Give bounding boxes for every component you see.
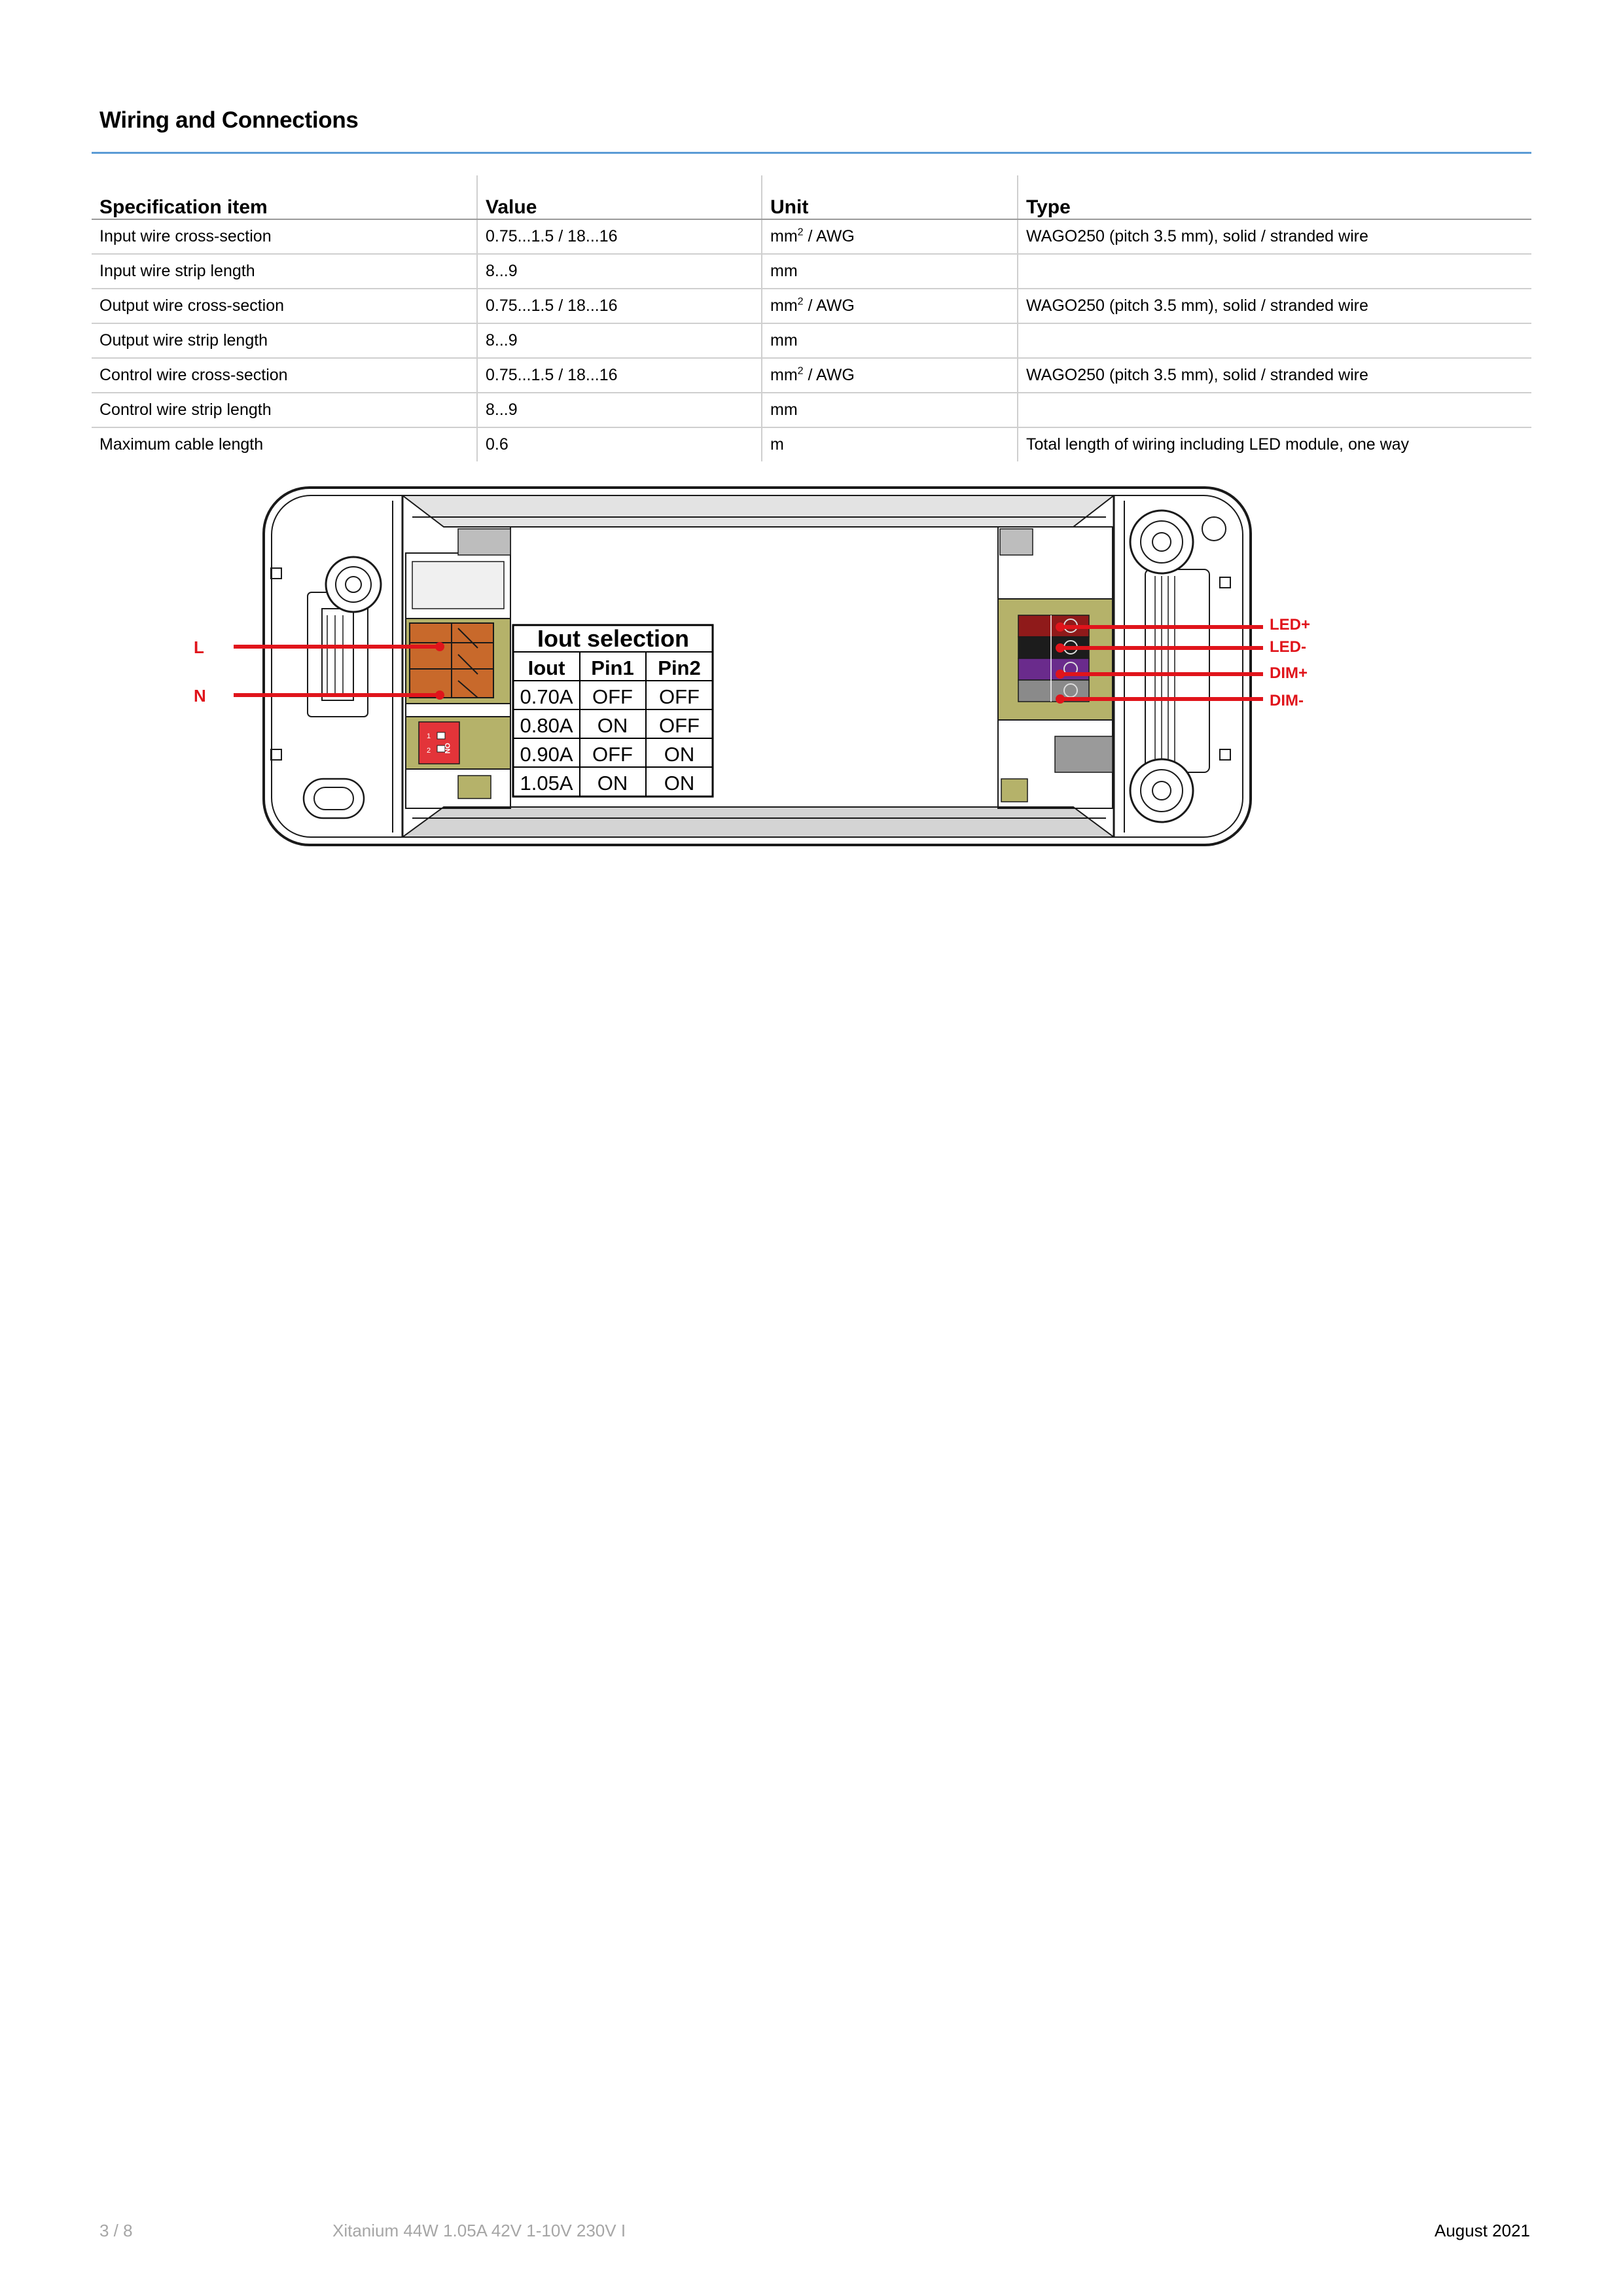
iout-selection-table (513, 625, 713, 797)
dip-switch-pin2-label: 2 (427, 747, 431, 755)
pin2-state: ON (664, 743, 695, 766)
pin2-state: ON (664, 772, 695, 795)
section-title: Wiring and Connections (99, 107, 359, 133)
output-label-dim-minus: DIM- (1270, 692, 1304, 709)
iout-value: 0.90A (520, 743, 573, 766)
page-number: 3 / 8 (99, 2221, 133, 2240)
column-header-unit: Unit (762, 175, 1018, 219)
pin2-state: OFF (659, 714, 700, 737)
input-label-n: N (194, 686, 206, 706)
type-cell: WAGO250 (pitch 3.5 mm), solid / stranded wire (1018, 289, 1531, 323)
driver-wiring-diagram (0, 0, 1623, 870)
value-cell: 8...9 (477, 254, 762, 289)
value-cell: 0.75...1.5 / 18...16 (477, 289, 762, 323)
unit-superscript: 2 (797, 226, 804, 238)
value-cell: 0.6 (477, 427, 762, 461)
dip-switch-pin1-label: 1 (427, 732, 431, 740)
column-header-value: Value (477, 175, 762, 219)
product-name: Xitanium 44W 1.05A 42V 1-10V 230V I (332, 2221, 626, 2240)
pin2-column-header: Pin2 (658, 656, 701, 679)
spec-item-cell: Maximum cable length (99, 435, 264, 454)
column-header-spec-item: Specification item (92, 175, 477, 219)
type-cell: WAGO250 (pitch 3.5 mm), solid / stranded wire (1018, 358, 1531, 393)
unit-cell: $mm^2$ / AWG (762, 289, 1018, 323)
iout-table-title: Iout selection (537, 625, 690, 652)
pin1-column-header: Pin1 (591, 656, 634, 679)
unit-superscript: 2 (797, 365, 804, 377)
unit-cell: $mm^2$ / AWG (762, 358, 1018, 393)
spec-item-cell: Input wire cross-section (92, 219, 477, 254)
pin1-state: ON (597, 714, 628, 737)
unit-cell: $mm^2$ / AWG (762, 219, 1018, 254)
unit-cell: m (762, 427, 1018, 461)
iout-value: 0.80A (520, 714, 573, 737)
unit-cell: mm (762, 254, 1018, 289)
column-header-type: Type (1018, 175, 1531, 219)
output-label-dim-plus: DIM+ (1270, 664, 1308, 682)
type-cell: WAGO250 (pitch 3.5 mm), solid / stranded wire (1018, 219, 1531, 254)
value-cell: 0.75...1.5 / 18...16 (477, 219, 762, 254)
unit-superscript: 2 (797, 296, 804, 308)
spec-item-cell: Control wire cross-section (92, 358, 477, 393)
unit-cell: mm (762, 323, 1018, 358)
value-cell: 8...9 (477, 393, 762, 427)
spec-item-cell: Output wire cross-section (92, 289, 477, 323)
pin1-state: ON (597, 772, 628, 795)
output-label-led-plus: LED+ (1270, 616, 1311, 634)
value-cell: 0.75...1.5 / 18...16 (477, 358, 762, 393)
pin1-state: OFF (592, 743, 633, 766)
type-cell: Total length of wiring including LED module, one way (1018, 427, 1531, 461)
iout-value: 0.70A (520, 685, 573, 708)
pin2-state: OFF (659, 685, 700, 708)
input-label-l: L (194, 637, 204, 657)
publication-date: August 2021 (1434, 2221, 1530, 2240)
input-terminal-block (406, 619, 510, 704)
dip-switch-on-label: ON (443, 743, 451, 754)
iout-column-header: Iout (527, 656, 565, 679)
spec-item-cell: Input wire strip length (92, 254, 477, 289)
spec-item-cell: Output wire strip length (92, 323, 477, 358)
unit-cell: mm (762, 393, 1018, 427)
iout-value: 1.05A (520, 772, 573, 795)
spec-item-cell: Control wire strip length (92, 393, 477, 427)
value-cell: 8...9 (477, 323, 762, 358)
pin1-state: OFF (592, 685, 633, 708)
output-label-led-minus: LED- (1270, 638, 1306, 656)
